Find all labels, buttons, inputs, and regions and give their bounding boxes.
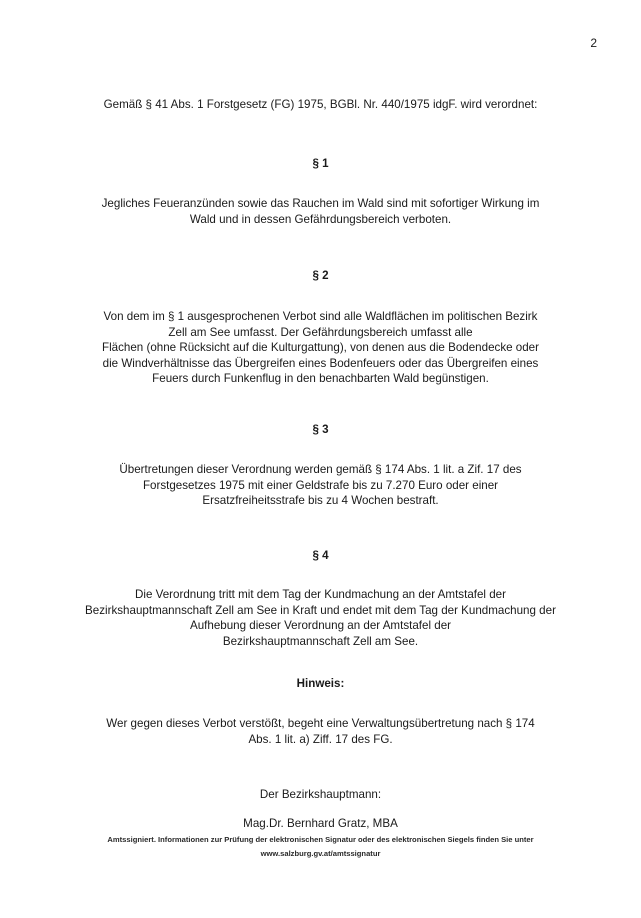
section-2-line: Feuers durch Funkenflug in den benachbarten Wald begünstigen. <box>152 372 489 385</box>
note-line: Wer gegen dieses Verbot verstößt, begeht eine Verwaltungsübertretung nach § 174 <box>106 717 535 730</box>
section-3-line: Forstgesetzes 1975 mit einer Geldstrafe bis zu 7.270 Euro oder einer <box>142 478 499 492</box>
page-number: 2 <box>590 36 597 50</box>
section-2-line: Zell am See umfasst. Der Gefährdungsbereich umfasst alle <box>168 325 473 339</box>
section-4-heading: § 4 <box>312 549 329 562</box>
signature-footer-link: www.salzburg.gv.at/amtssignatur <box>260 849 381 858</box>
section-4-line: Aufhebung dieser Verordnung an der Amtstafel der <box>189 619 452 632</box>
section-3-line: Ersatzfreiheitsstrafe bis zu 4 Wochen bestraft. <box>202 494 439 507</box>
section-4-line: Bezirkshauptmannschaft Zell am See in Kraft und endet mit dem Tag der Kundmachung der <box>85 603 556 617</box>
note-text <box>0 716 641 747</box>
section-2-line: Von dem im § 1 ausgesprochenen Verbot sind alle Waldflächen im politischen Bezirk <box>103 310 538 323</box>
section-1-text <box>0 196 641 227</box>
section-4-text <box>0 587 641 649</box>
signature-footer <box>0 833 641 861</box>
section-1-heading: § 1 <box>312 157 329 170</box>
signature-title: Der Bezirkshauptmann: <box>259 788 382 801</box>
section-3-text <box>0 462 641 509</box>
intro-text: Gemäß § 41 Abs. 1 Forstgesetz (FG) 1975, BGBl. Nr. 440/1975 idgF. wird verordnet: <box>103 98 538 111</box>
section-4-line: Die Verordnung tritt mit dem Tag der Kundmachung an der Amtstafel der <box>135 588 506 601</box>
section-2-heading: § 2 <box>312 269 329 282</box>
note-heading: Hinweis: <box>296 677 345 690</box>
note-line: Abs. 1 lit. a) Ziff. 17 des FG. <box>248 732 393 746</box>
section-2-text <box>0 309 641 387</box>
section-1-line: Jegliches Feueranzünden sowie das Rauchen im Wald sind mit sofortiger Wirkung im <box>101 197 540 210</box>
section-3-line: Übertretungen dieser Verordnung werden gemäß § 174 Abs. 1 lit. a Zif. 17 des <box>119 463 522 476</box>
signature-name: Mag.Dr. Bernhard Gratz, MBA <box>243 817 398 830</box>
section-4-line: Bezirkshauptmannschaft Zell am See. <box>222 634 419 648</box>
section-3-heading: § 3 <box>312 423 329 436</box>
section-2-line: Flächen (ohne Rücksicht auf die Kulturgattung), von denen aus die Bodendecke oder <box>102 341 539 354</box>
signature-footer-line: Amtssigniert. Informationen zur Prüfung der elektronischen Signatur oder des elektronischen Siegels finden Sie unter <box>107 835 534 844</box>
section-1-line: Wald und in dessen Gefährdungsbereich verboten. <box>189 212 452 226</box>
section-2-line: die Windverhältnisse das Übergreifen eines Bodenfeuers oder das Übergreifen eines <box>102 356 539 370</box>
